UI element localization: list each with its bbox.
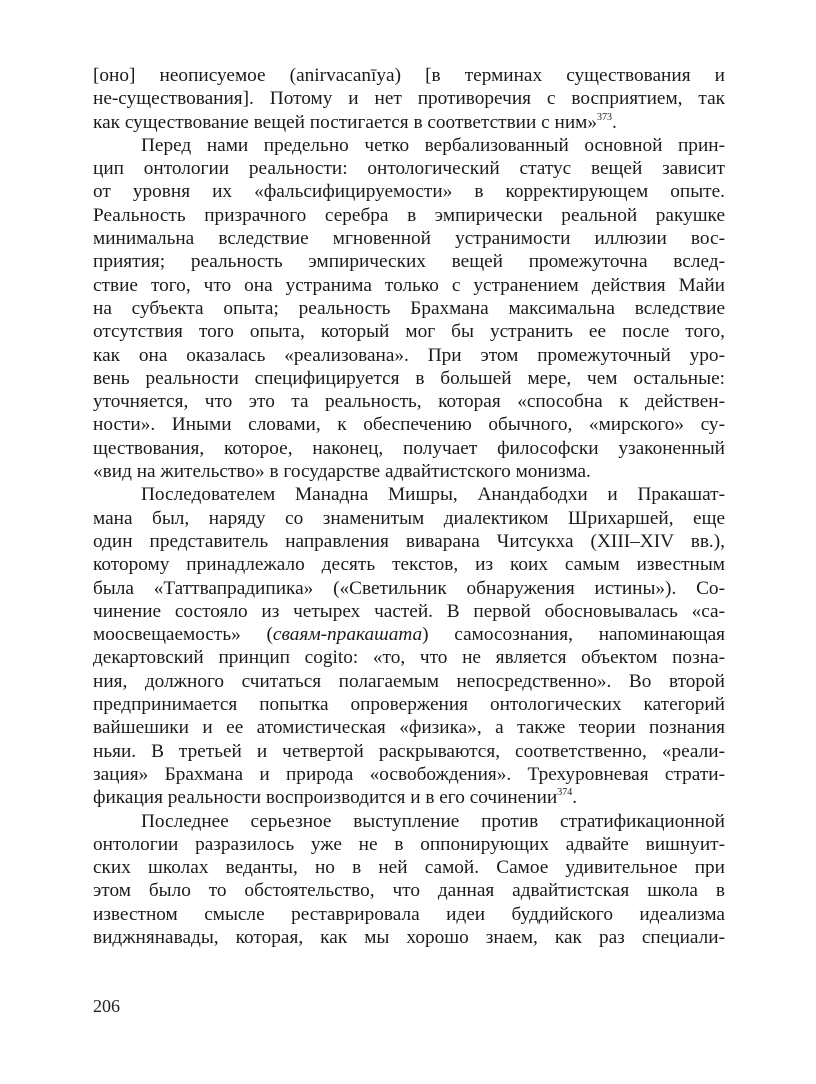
text-line: от уровня их «фальсифицируемости» в корректирующем опыте. — [93, 181, 725, 203]
text-line: зация» Брахмана и природа «освобождения». Трехуровневая страти- — [93, 763, 725, 785]
text-line: не-существования]. Потому и нет противоречия с восприятием, так — [93, 88, 725, 110]
text-line: [оно] неописуемое (anirvacanīya) [в терминах существования и — [93, 65, 725, 86]
text-line: которому принадлежало десять текстов, из коих самым известным — [93, 554, 725, 576]
page-number: 206 — [93, 996, 120, 1016]
text-line: этом было то обстоятельство, что данная адвайтистская школа в — [93, 880, 725, 902]
text-line: декартовский принцип cogito: «то, что не является объектом позна- — [93, 647, 725, 669]
text-line: один представитель направления виварана Читсукха (XIII–XIV вв.), — [93, 530, 725, 552]
footnote-ref: 374 — [557, 787, 573, 799]
text-line: минимальна вследствие мгновенной устранимости иллюзии вос- — [93, 228, 725, 250]
text-line: ности». Иными словами, к обеспечению обычного, «мирского» су- — [93, 414, 725, 436]
text-line: ствие того, что она устранима только с устранением действия Майи — [93, 274, 725, 296]
paragraph-1 — [93, 64, 725, 134]
paragraph-2 — [93, 134, 725, 483]
text-line: вайшешики и ее атомистическая «физика», а также теории познания — [93, 717, 725, 739]
text-line — [93, 111, 725, 134]
text-line: Реальность призрачного серебра в эмпирически реальной ракушке — [93, 204, 725, 226]
paragraph-3 — [93, 483, 725, 809]
paragraph-4 — [93, 810, 725, 950]
text-line — [93, 623, 725, 646]
text-line: ния, должного считаться полагаемым непосредственно». Во второй — [93, 670, 725, 692]
text-fragment: моосвещаемость» ( — [93, 624, 273, 646]
page-body — [93, 64, 725, 949]
text-line: была «Таттвапрадипика» («Светильник обнаружения истины»). Со- — [93, 577, 725, 599]
text-line: ньяи. В третьей и четвертой раскрываются, соответственно, «реали- — [93, 740, 725, 762]
line-tail: . — [572, 787, 578, 809]
text-line: на субъекта опыта; реальность Брахмана максимальна вследствие — [93, 297, 725, 319]
footnote-ref: 373 — [597, 111, 612, 123]
text-line: Перед нами предельно четко вербализованный основной прин- — [141, 134, 725, 156]
text-line: Последователем Манадна Мишры, Анандабодхи и Пракашат- — [141, 484, 725, 506]
italic-term: сваям-пракашата — [272, 624, 423, 646]
text-line: ских школах веданты, но в ней самой. Самое удивительное при — [93, 857, 725, 879]
text-line: уточняется, что это та реальность, которая «способна к действен- — [93, 391, 725, 413]
text-line: вень реальности специфицируется в большей мере, чем остальные: — [93, 367, 725, 389]
text-line-content: фикация реальности воспроизводится и в его сочинении — [93, 787, 558, 809]
text-fragment: ) самосознания, напоминающая — [422, 624, 725, 646]
text-line: «вид на жительство» в государстве адвайтистского монизма. — [93, 461, 591, 483]
text-line: известном смысле реставрировала идеи буддийского идеализма — [93, 903, 725, 925]
text-line: мана был, наряду со знаменитым диалектиком Шрихаршей, еще — [93, 507, 725, 529]
line-tail: . — [612, 111, 617, 133]
text-line: ществования, которое, наконец, получает философски узаконенный — [93, 437, 725, 459]
text-line: отсутствия того опыта, который мог бы устранить ее после того, — [93, 321, 725, 343]
text-line-content: как существование вещей постигается в соответствии с ним» — [93, 111, 597, 133]
text-line — [93, 786, 725, 809]
text-line: цип онтологии реальности: онтологический статус вещей зависит — [93, 158, 725, 180]
text-line: приятия; реальность эмпирических вещей промежуточна вслед- — [93, 251, 725, 273]
text-line: виджнянавады, которая, как мы хорошо знаем, как раз специали- — [93, 926, 725, 948]
text-line: как она оказалась «реализована». При этом промежуточный уро- — [93, 344, 725, 366]
text-line: Последнее серьезное выступление против стратификационной — [141, 810, 725, 832]
text-line: онтологии разразилось уже не в оппонирующих адвайте вишнуит- — [93, 833, 725, 855]
text-line: предпринимается попытка опровержения онтологических категорий — [93, 694, 725, 716]
text-line: чинение состояло из четырех частей. В первой обосновывалась «са- — [93, 600, 725, 622]
